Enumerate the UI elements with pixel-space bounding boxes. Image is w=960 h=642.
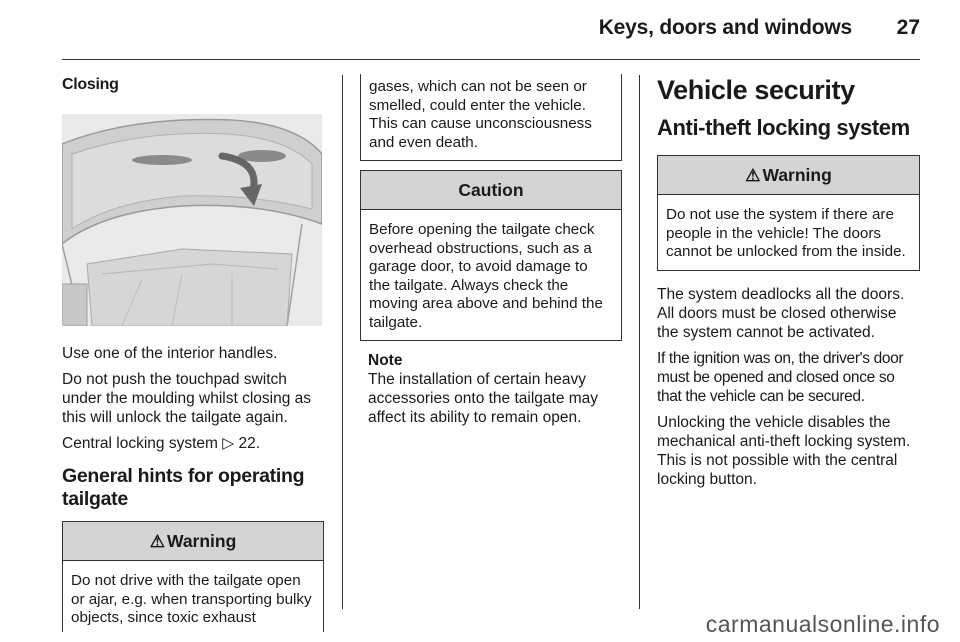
column-divider-2: [639, 75, 640, 609]
central-locking-ref: Central locking system ▷ 22.: [62, 435, 260, 452]
watermark-brand: carmanualsonline.info: [705, 611, 940, 637]
warning-box-header: [63, 522, 323, 561]
closing-para-2: Do not push the touchpad switch under the moulding whilst closing as this will unlock the tailgate again.: [62, 371, 311, 426]
vehicle-security-heading: Vehicle security: [657, 75, 855, 105]
caution-box-body: [361, 210, 621, 340]
warning-box-tailgate: [62, 521, 324, 632]
warning-box-body: [63, 561, 323, 632]
closing-para-1: Use one of the interior handles.: [62, 345, 278, 362]
warning-box-body: [658, 195, 919, 270]
header-divider: [62, 59, 920, 60]
warning-box-continued: [360, 74, 622, 161]
right-column: [657, 74, 920, 496]
anti-theft-para-1: The system deadlocks all the doors. All doors must be closed otherwise the system cannot be activated.: [657, 285, 905, 341]
warning-icon: ⚠: [149, 532, 165, 551]
closing-heading: Closing: [62, 76, 119, 93]
tailgate-illustration: [62, 114, 322, 326]
column-divider-1: [342, 75, 343, 609]
caution-box-header: Caution: [361, 171, 621, 210]
anti-theft-paragraphs: [657, 285, 920, 489]
warning-text: Do not use the system if there are people in the vehicle! The doors cannot be unlocked from the inside.: [666, 206, 906, 260]
middle-column: [360, 74, 622, 434]
warning-title: Warning: [762, 165, 832, 185]
warning-box-anti-theft: [657, 155, 920, 271]
warning-continued-body: [361, 74, 621, 160]
page-section-title: Keys, doors and windows: [598, 16, 852, 39]
tailgate-drawing: [62, 114, 322, 326]
warning-continued-text: gases, which can not be seen or smelled, could enter the vehicle. This can cause unconsciousness and even death.: [369, 78, 592, 151]
warning-text: Do not drive with the tailgate open or ajar, e.g. when transporting bulky objects, since toxic exhaust: [71, 572, 312, 626]
note-text: The installation of certain heavy accessories onto the tailgate may affect its ability to remain open.: [368, 371, 599, 426]
caution-box: [360, 170, 622, 341]
caution-text: Before opening the tailgate check overhead obstructions, such as a garage door, to avoid damage to the tailgate. Always check the moving area above and behind the tailgate.: [369, 221, 603, 331]
anti-theft-para-2: If the ignition was on, the driver's door must be opened and closed once so that the vehicle can be secured.: [657, 349, 904, 405]
anti-theft-heading: Anti-theft locking system: [657, 115, 910, 140]
warning-title: Warning: [166, 531, 237, 551]
left-column: [62, 74, 324, 632]
note-label: Note: [368, 352, 403, 369]
warning-icon: ⚠: [745, 166, 761, 185]
note-block: [360, 351, 622, 427]
warning-box-header: [658, 156, 919, 195]
anti-theft-para-3: Unlocking the vehicle disables the mechanical anti-theft locking system. This is not possible with the central locking button.: [657, 413, 911, 488]
page-number: 27: [896, 16, 920, 39]
general-hints-heading: General hints for operating tailgate: [62, 465, 305, 510]
